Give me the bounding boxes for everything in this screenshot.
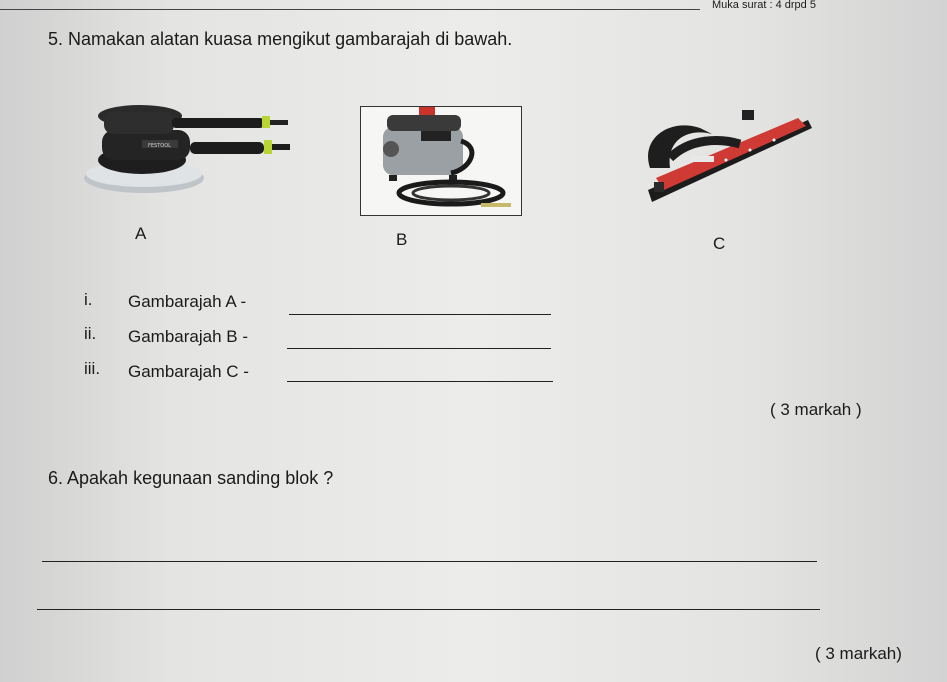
item-3-label: Gambarajah C - [128, 362, 249, 381]
question-5-title: 5. Namakan alatan kuasa mengikut gambarajah di bawah. [48, 29, 513, 49]
orbital-sander-icon [82, 98, 292, 196]
svg-text:FESTOOL: FESTOOL [148, 143, 171, 149]
item-1-number: i. [84, 290, 93, 309]
page-number: Muka surat : 4 drpd 5 [712, 0, 816, 11]
question-6-title: 6. Apakah kegunaan sanding blok ? [48, 468, 334, 488]
question-5-marks: ( 3 markah ) [770, 400, 862, 419]
item-2-label: Gambarajah B - [128, 327, 248, 346]
figure-c-label: C [713, 234, 726, 253]
item-3-answer-line[interactable] [287, 381, 553, 382]
question-6-answer-line-1[interactable] [42, 561, 817, 562]
header-rule [0, 9, 700, 10]
figure-b-frame [360, 106, 522, 216]
figure-b-label: B [396, 230, 408, 249]
air-file-sander-icon [630, 98, 815, 208]
item-2-answer-line[interactable] [287, 348, 551, 349]
question-6-answer-line-2[interactable] [37, 609, 820, 610]
wet-dry-vacuum-icon [361, 107, 521, 215]
question-6-marks: ( 3 markah) [815, 644, 902, 663]
item-2-number: ii. [84, 324, 97, 343]
item-1-answer-line[interactable] [289, 314, 551, 315]
item-1-label: Gambarajah A - [128, 292, 247, 311]
figure-a-label: A [135, 224, 147, 243]
item-3-number: iii. [84, 359, 101, 378]
